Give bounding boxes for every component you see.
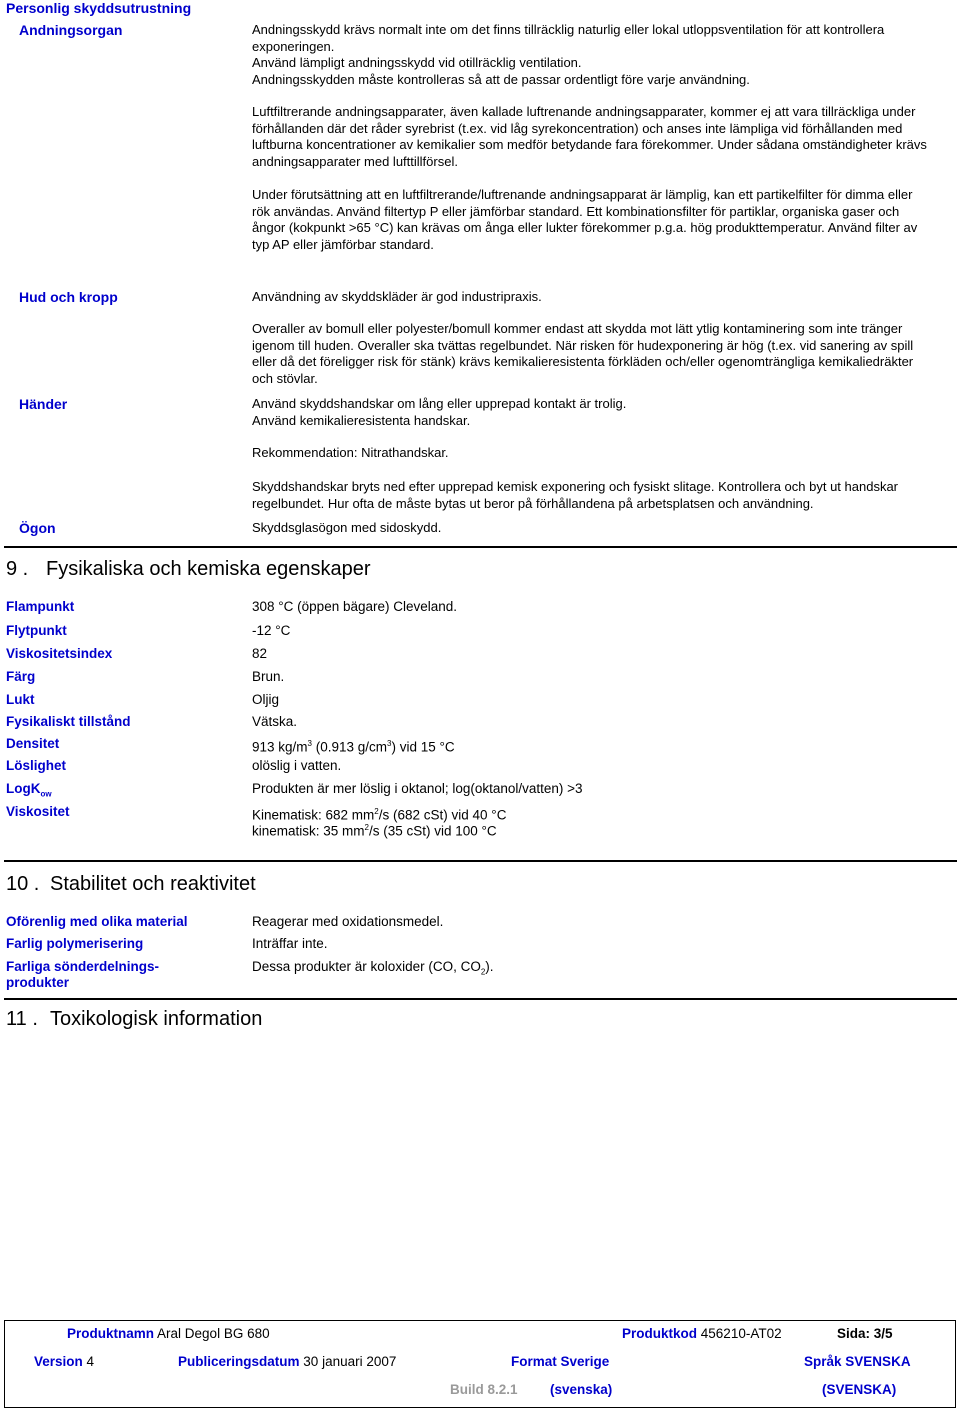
incompatible-value: Reagerar med oxidationsmedel.: [252, 914, 444, 929]
footer-publication-date: Publiceringsdatum 30 januari 2007: [178, 1354, 397, 1369]
body-text-2: Overaller av bomull eller polyester/bomull kommer endast att skydda mot lätt ytlig kontaminering som inte tränger igenom till huden. Overaller ska tvättas regelbundet. När risken för hudexponering är hög (t.ex. vid sanering av spill eller då det föreligger risk för stänk) krävs kemikalieresistenta förkläden och/eller ogenomträngliga kemikaliedräkter och stövlar.: [252, 321, 914, 386]
hands-text-2: Rekommendation: Nitrathandskar.: [252, 445, 449, 460]
viscosity-label: Viskositet: [6, 804, 70, 819]
polymerization-value: Inträffar inte.: [252, 936, 328, 951]
section-divider: [4, 998, 957, 1000]
viscosity-index-value: 82: [252, 646, 268, 661]
section-9-title: Fysikaliska och kemiska egenskaper: [46, 558, 371, 580]
section-11-title: Toxikologisk information: [50, 1008, 263, 1030]
footer-language: Språk SVENSKA: [804, 1354, 911, 1369]
eyes-label: Ögon: [19, 520, 56, 536]
body-text-1: Användning av skyddskläder är god industripraxis.: [252, 289, 542, 304]
pourpoint-label: Flytpunkt: [6, 623, 67, 638]
section-divider: [4, 860, 957, 862]
viscosity-index-label: Viskositetsindex: [6, 646, 113, 661]
respiratory-text-2: Luftfiltrerande andningsapparater, även kallade luftrenande andningsapparater, kommer ej att vara tillräckliga under förhållanden där det råder syrebrist (t.ex. vid låg syrekoncentration) och anses inte lämpliga vid förhållanden med luftburna koncentrationer av kemikalier som medför betydande fara förekommer. Under sådana omständigheter krävs andningsapparater med lufttillförsel.: [252, 104, 927, 169]
section-9-number: 9 .: [6, 558, 29, 580]
footer-version: Version 4: [34, 1354, 95, 1369]
section-11-heading: [6, 1008, 262, 1031]
respiratory-text-3: Under förutsättning att en luftfiltrerande/luftrenande andningsapparat är lämplig, kan ett partikelfilter för dimma eller rök användas. Använd filtertyp P eller jämförbar standard. Ett kombinationsfilter för partiklar, organiska gaser och ångor (kokpunkt >65 °C) kan krävas om ånga eller lukter förekommer p.g.a. hög produkttemperatur. Använd filter av typ AP eller jämförbar standard.: [252, 187, 918, 252]
respiratory-label: Andningsorgan: [19, 22, 123, 38]
hands-text-1: Använd skyddshandskar om lång eller upprepad kontakt är trolig. Använd kemikalieresistenta handskar.: [252, 396, 627, 428]
decomposition-value: Dessa produkter är koloxider (CO, $CO_2$).: [252, 959, 494, 977]
flashpoint-value: 308 °C (öppen bägare) Cleveland.: [252, 599, 458, 614]
hands-text-3: Skyddshandskar bryts ned efter upprepad kemisk exponering och fysiskt slitage. Kontrollera och byt ut handskar regelbundet. Hur ofta de måste bytas ut beror på förhållandena på arbetsplatsen och användning.: [252, 479, 899, 511]
viscosity-value-2: kinematisk: 35 $mm^2/s$ (35 cSt) vid 100 °C: [252, 823, 497, 839]
footer-build-language: (svenska): [550, 1382, 613, 1397]
polymerization-label: Farlig polymerisering: [6, 936, 144, 951]
odor-value: Oljig: [252, 692, 280, 707]
odor-label: Lukt: [6, 692, 35, 707]
body-label: Hud och kropp: [19, 289, 118, 305]
viscosity-value-1: Kinematisk: 682 $mm^2/s$ (682 cSt) vid 40 °C: [252, 807, 507, 823]
section-10-heading: [6, 873, 256, 896]
density-value: 913 $kg/m^3$ (0.913 $g/cm^3$) vid 15 °C: [252, 739, 455, 755]
color-label: Färg: [6, 669, 36, 684]
section-10-title: Stabilitet och reaktivitet: [50, 873, 256, 895]
respiratory-text-1: Andningsskydd krävs normalt inte om det finns tillräcklig naturlig eller lokal utloppsventilation för att kontrollera exponeringen. Använd lämpligt andningsskydd vid otillräcklig ventilation. Andningsskydden måste kontrolleras så att de passar ordentligt före varje användning.: [252, 22, 885, 87]
hands-label: Händer: [19, 396, 68, 412]
solubility-label: Löslighet: [6, 758, 66, 773]
state-label: Fysikaliskt tillstånd: [6, 714, 131, 729]
density-label: Densitet: [6, 736, 60, 751]
section-10-number: 10 .: [6, 873, 40, 895]
eyes-text: Skyddsglasögon med sidoskydd.: [252, 520, 442, 535]
footer-language-paren: (SVENSKA): [822, 1382, 897, 1397]
solubility-value: olöslig i vatten.: [252, 758, 342, 773]
section-divider: [4, 546, 957, 548]
pourpoint-value: -12 °C: [252, 623, 291, 638]
document-footer: [4, 1320, 956, 1408]
logkow-value: Produkten är mer löslig i oktanol; log(oktanol/vatten) >3: [252, 781, 583, 796]
logkow-label: LogK$_{ow}$: [6, 781, 52, 799]
ppe-header: Personlig skyddsutrustning: [6, 0, 192, 16]
state-value: Vätska.: [252, 714, 298, 729]
footer-page: Sida: 3/5: [837, 1326, 893, 1341]
footer-format: Format Sverige: [511, 1354, 610, 1369]
footer-build: Build 8.2.1: [450, 1382, 518, 1397]
decomposition-label: Farliga sönderdelnings- produkter: [6, 959, 160, 990]
flashpoint-label: Flampunkt: [6, 599, 75, 614]
footer-product-code: Produktkod 456210-AT02: [622, 1326, 782, 1341]
section-9-heading: [6, 558, 371, 581]
section-11-number: 11 .: [6, 1008, 38, 1030]
incompatible-label: Oförenlig med olika material: [6, 914, 188, 929]
color-value: Brun.: [252, 669, 285, 684]
footer-product-name: Produktnamn Aral Degol BG 680: [67, 1326, 270, 1341]
